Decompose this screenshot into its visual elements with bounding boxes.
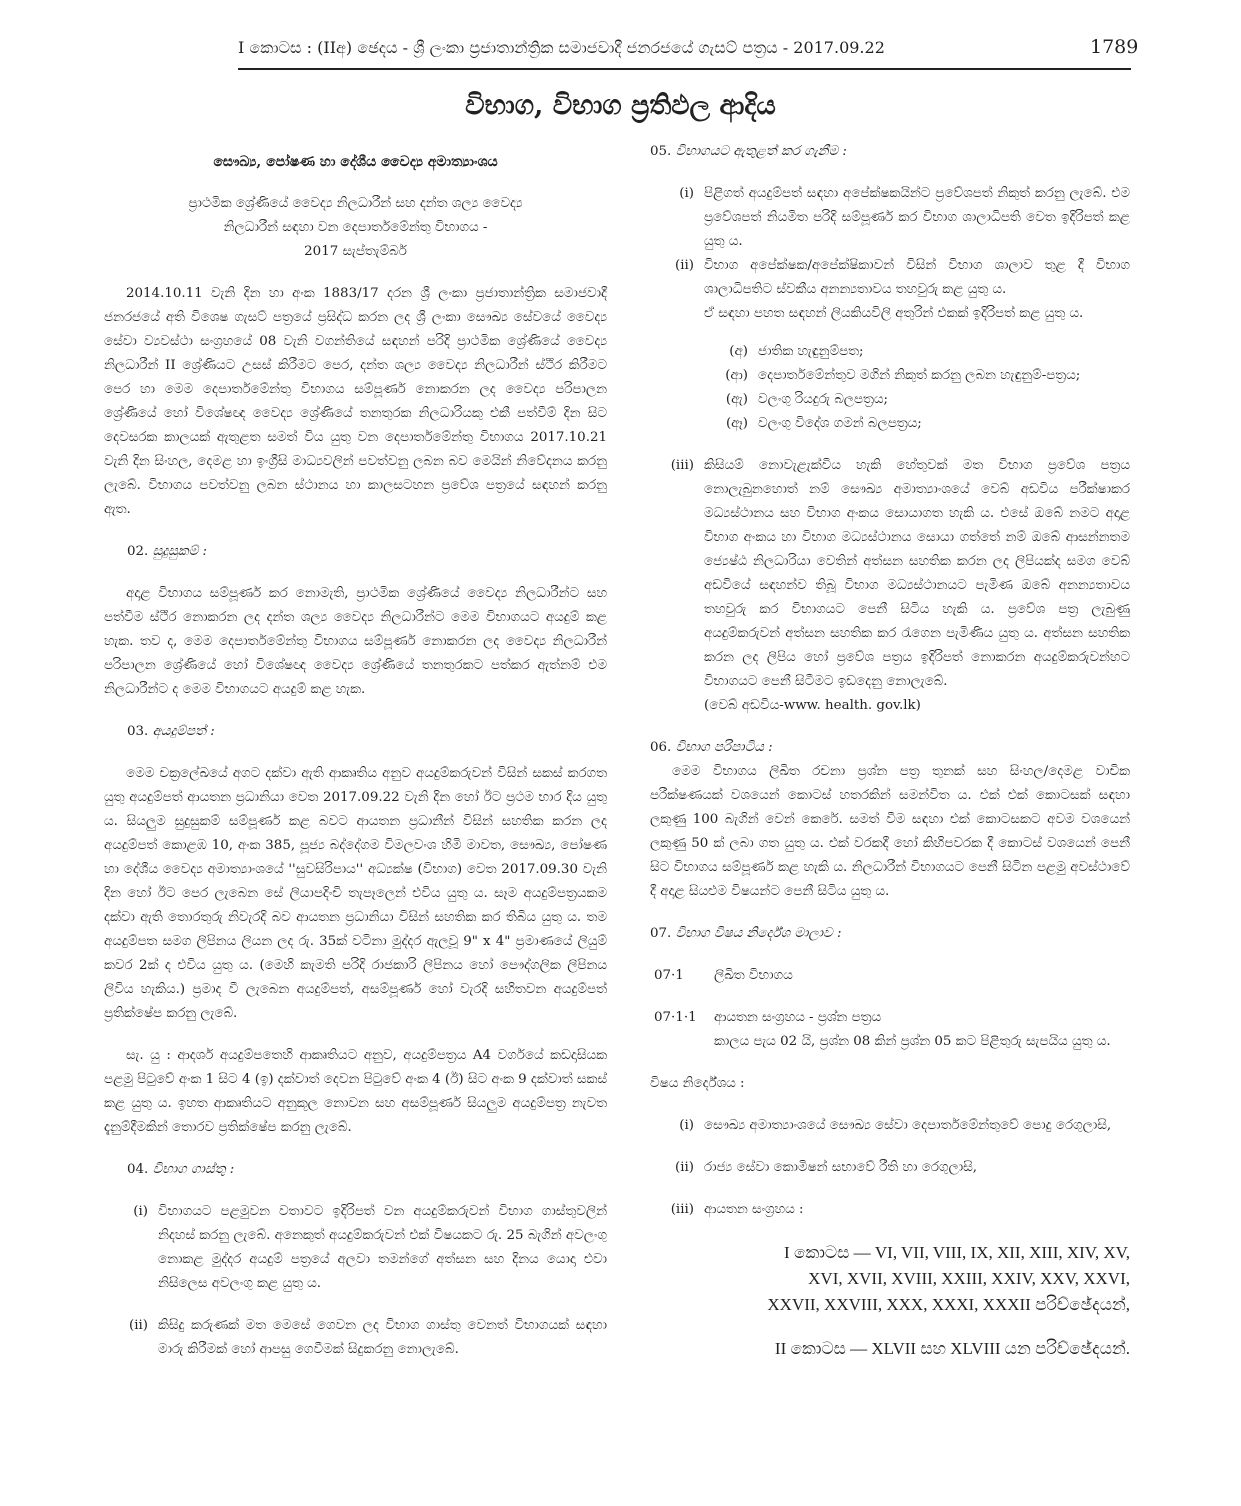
right-column — [650, 140, 1130, 1362]
section-02-heading — [127, 540, 607, 564]
item-letter: (ඈ) — [725, 416, 748, 431]
gazette-header: I කොටස : (IIඅ) ඡෙදය - ශ්‍රී ලංකා ප්‍රජාතාන්ත්‍රික සමාජවාදී ජනරජයේ ගැසට් පත්‍රය - 2017.09.22 — [238, 38, 885, 57]
section-05-heading — [650, 140, 1130, 164]
item-number: (iii) — [670, 1202, 694, 1217]
item-text: දෙපාර්තමේන්තුව මගින් නිකුත් කරනු ලබන හැඳුනුම්-පත්‍රය; — [758, 368, 1081, 383]
item-text: පිළිගත් අයදුම්පත් සඳහා අපේක්ෂකයින්ට ප්‍රවේශපත් නිකුත් කරනු ලැබේ. එම ප්‍රවේශපත් නියමිත පරිදි සම්පූර්ණ කර විභාග ශාලාධිපති වෙත ඉදිරිපත් කළ යුතු ය. — [704, 186, 1130, 249]
code-part-2-chapters: II කොටස — XLVII සහ XLVIII යන පරිච්ඡේදයන්. — [774, 1339, 1130, 1358]
section-number: 05. — [650, 144, 672, 159]
syllabus-item — [650, 1156, 1130, 1180]
section-title: විභාගයට ඇතුළත් කර ගැනීම : — [675, 144, 847, 159]
id-document-item — [708, 340, 1130, 364]
subsection-07-1-1 — [650, 1006, 1130, 1054]
subsection-number: 07·1 — [654, 968, 684, 983]
subsection-text: ආයතන සංග්‍රහය - ප්‍රශ්න පත්‍රය — [714, 1010, 882, 1025]
ministry-heading: සෞඛ්‍ය, පෝෂණ හා දේශීය වෛද්‍ය අමාත්‍යාංශය — [213, 154, 498, 170]
item-text: විභාගයට පළමුවන වතාවට ඉදිරිපත් වන අයදුම්කරුවන් විභාග ගාස්තුවලින් නිදහස් කරනු ලැබේ. අනෙකුත් අයදුම්කරුවන් එක් විෂයකට රු. 25 බැගින් අවලංගු නොකළ මුද්දර අයදුම් පත්‍රයේ අලවා තමන්ගේ අත්සන සහ දිනය යොදා එවා නිසිලෙස අවලංගු කළ යුතු ය. — [158, 1204, 607, 1291]
id-document-item — [708, 388, 1130, 412]
item-text: වලංගු රියදුරු බලපත්‍රය; — [758, 392, 889, 407]
fee-item — [104, 1200, 607, 1296]
item-text: කිසියම් නොවැළැක්විය හැකි හේතුවක් මත විභාග ප්‍රවේශ පත්‍රය නොලැබුනහොත් නම් සෞඛ්‍ය අමාත්‍යාංශයේ වෙබ් අඩවිය පරීක්ෂාකර මධ්‍යස්ථානය සහ විභාග අංකය සොයාගත හැකි ය. එසේ ඔබේ නමට අදාළ විභාග අංකය හා විභාග මධ්‍යස්ථානය සොයා ගත්තේ නම් ඔබේ ආසන්නතම ජ්‍යෙෂ්ඨ නිලධාරියා වෙතින් අත්සන සහතික කරන ලද ලිපියක්ද සමග වෙබ් අඩවියේ සඳහන්ව තිබූ විභාග මධ්‍යස්ථානයට පැමිණ ඔබේ අනන්‍යතාවය තහවුරු කර විභාගයට පෙනී සිටිය හැකි ය. ප්‍රවේශ පත්‍ර ලැබුණු අයදුම්කරුවන් අත්සන සහතික කර රැගෙන පැමිණිය යුතු ය. අත්සන සහතික කරන ලද ලිපිය හෝ ප්‍රවේශ පත්‍රය ඉදිරිපත් නොකරන අයදුම්කරුවන්හට විභාගයට පෙනී සිටීමට ඉඩදෙනු නොලැබේ. — [704, 458, 1130, 689]
exam-title-line-2: නිලධාරීන් සඳහා වන දෙපාර්තමේන්තු විභාගය - — [223, 220, 488, 235]
item-text: කිසිදු කරුණක් මත මෙසේ ගෙවන ලද විභාග ගාස්තු වෙනත් විභාගයක් සඳහා මාරු කිරීමක් හෝ ආපසු ගෙවීමක් සිදුකරනු නොලැබේ. — [158, 1318, 607, 1357]
section-06-heading — [650, 736, 1130, 760]
item-letter: (ආ) — [725, 368, 748, 383]
item-letter: (ඇ) — [725, 392, 748, 407]
id-document-item — [708, 412, 1130, 436]
admission-item — [650, 454, 1130, 718]
section-title: විභාග පරිපාටිය : — [675, 740, 773, 755]
id-document-item — [708, 364, 1130, 388]
exam-title-line-1: ප්‍රාථමික ශ්‍රේණියේ වෛද්‍ය නිලධාරීන් සහ දන්ත ශල්‍ය වෛද්‍ය — [188, 196, 523, 211]
section-number: 04. — [127, 1162, 149, 1177]
item-text: රාජ්‍ය සේවා කොමිෂන් සභාවේ රීති හා රෙගුලාසි, — [704, 1160, 978, 1175]
item-letter: (අ) — [729, 344, 748, 359]
subsection-07-1 — [650, 964, 1130, 988]
section-03-heading — [127, 720, 607, 744]
subsection-detail: කාලය පැය 02 යි, ප්‍රශ්න 08 කින් ප්‍රශ්න 05 කට පිළිතුරු සැපයිය යුතු ය. — [714, 1034, 1111, 1049]
section-title: විභාග විෂය නිර්දේශ මාලාව : — [675, 926, 842, 941]
section-03-body: මෙම චක්‍රලේඛයේ අගට දක්වා ඇති ආකෘතිය අනුව අයදුම්කරුවන් විසින් සකස් කරගත යුතු අයදුම්පත් ආයතන ප්‍රධානියා වෙත 2017.09.22 වැනි දින හෝ ඊට ප්‍රථම භාර දිය යුතු ය. සියලුම සුදුසුකම් සම්පූර්ණ කළ බවට ආයතන ප්‍රධානීන් විසින් සහතික කරන ලද අයදුම්පත් කොළඹ 10, අංක 385, පූජ්‍ය බද්දේගම විමලවංශ හිමි මාවත, සෞඛ්‍ය, පෝෂණ හා දේශීය වෛද්‍ය අමාත්‍යාංශයේ ''සුවසිරිපාය'' අධ්‍යක්ෂ (විභාග) වෙත 2017.09.30 වැනි දින හෝ ඊට පෙර ලැබෙන සේ ලියාපදිංචි තැපෑලෙන් එවිය යුතු ය. සෑම අයදුම්පත්‍රයකම දක්වා ඇති තොරතුරු නිවැරදි බව ආයතන ප්‍රධානියා විසින් සහතික කර තිබිය යුතු ය. තම අයදුම්පත සමග ලිපිනය ලියන ලද රු. 35ක් වටිනා මුද්දර ඇලවූ 9" x 4" ප්‍රමාණයේ ලියුම් කවර 2ක් ද එවිය යුතු ය. (මෙහි කැමති පරිදි රාජකාරි ලිපිනය හෝ පෞද්ගලික ලිපිනය ලිවිය හැකිය.) ප්‍රමාද වී ලැබෙන අයදුම්පත්, අසම්පූර්ණ හෝ වැරදි සහිතවන අයදුම්පත් ප්‍රතික්ෂේප කරනු ලැබේ. — [104, 766, 607, 1021]
section-number: 06. — [650, 740, 672, 755]
admission-item — [650, 254, 1130, 326]
item-text: ජාතික හැඳුනුම්පත; — [758, 344, 864, 359]
section-number: 07. — [650, 926, 672, 941]
item-number: (ii) — [674, 1160, 694, 1175]
section-title: විභාග, විභාග ප්‍රතිඵල ආදිය — [465, 90, 776, 121]
item-text: වලංගු විදේශ ගමන් බලපත්‍රය; — [758, 416, 922, 431]
syllabus-item — [650, 1114, 1130, 1138]
code-part-1-chapters: I කොටස — VI, VII, VIII, IX, XII, XIII, XIV, XV, XVI, XVII, XVIII, XXIII, XXIV, XXV, XXVI, XXVII, XXVIII, XXX, XXXI, XXXII පරිච්ඡේදයන්, — [767, 1243, 1130, 1314]
note-paragraph: සැ. යු : ආදර්ශ අයදුම්පතෙහි ආකෘතියට අනුව, අයදුම්පත්‍රය A4 වර්ගයේ කඩදාසියක පළමු පිටුවේ අංක 1 සිට 4 (ඉ) දක්වාත් දෙවන පිටුවේ අංක 4 (ඊ) සිට අංක 9 දක්වාත් සකස් කළ යුතු ය. ඉහත ආකෘතියට අනුකූල නොවන සහ අසම්පූර්ණ සියලුම අයදුම්පත්‍ර නැවත දැනුම්දීමකින් තොරව ප්‍රතික්ෂේප කරනු ලැබේ. — [104, 1048, 607, 1135]
section-02-body: අදාළ විභාගය සම්පූර්ණ කර නොමැති, ප්‍රාථමික ශ්‍රේණියේ වෛද්‍ය නිලධාරීන්ට සහ පත්වීම ස්ථිර නොකරන ලද දන්ත ශල්‍ය වෛද්‍ය නිලධාරීන්ට මෙම විභාගයට අයදුම් කළ හැක. තව ද, මෙම දෙපාර්තමේන්තු විභාගය සම්පූර්ණ නොකරන ලද වෛද්‍ය නිලධාරීන් පරිපාලන ශ්‍රේණියේ හෝ විශේෂඥ වෛද්‍ය ශ්‍රේණියේ තනතුරකට පත්කර ඇත්නම් එම නිලධාරීන්ට ද මෙම විභාගයට අයදුම් කළ හැක. — [104, 586, 607, 697]
section-number: 03. — [127, 724, 149, 739]
website-note: (වෙබ් අඩවිය-www. health. gov.lk) — [704, 698, 921, 713]
intro-paragraph: 2014.10.11 වැනි දින හා අංක 1883/17 දරන ශ්‍රී ලංකා ප්‍රජාතාන්ත්‍රික සමාජවාදී ජනරජයේ අති විශෙෂ ගැසට් පත්‍රයේ ප්‍රසිද්ධ කරන ලද ශ්‍රී ලංකා සෞඛ්‍ය සේවයේ වෛද්‍ය සේවා ව්‍යවස්ථා සංග්‍රහයේ 08 වැනි වගන්තියේ සඳහන් පරිදි ප්‍රාථමික ශ්‍රේණියේ වෛද්‍ය නිලධාරීන් II ශ්‍රේණියට උසස් කිරීමට පෙර, දන්ත ශල්‍ය වෛද්‍ය නිලධාරීන් ස්ථිර කිරීමට පෙර හා මෙම දෙපාර්තමේන්තු විභාගය සම්පූර්ණ නොකරන ලද වෛද්‍ය පරිපාලන ශ්‍රේණියේ හෝ විශේෂඥ වෛද්‍ය ශ්‍රේණියේ තනතුරක නිලධාරියකු එකී පත්වීම් දින සිට දෙවසරක කාලයක් ඇතුළත සමත් විය යුතු වන දෙපාර්තමේන්තු විභාගය 2017.10.21 වැනි දින සිංහල, දෙමළ හා ඉංග්‍රීසි මාධ්‍යවලින් පවත්වනු ලබන බව මෙයින් නිවේදනය කරනු ලැබේ. විභාගය පවත්වනු ලබන ස්ථානය හා කාලසටහන ප්‍රවේශ පත්‍රයේ සඳහන් කරනු ඇත. — [104, 286, 607, 517]
section-number: 02. — [127, 544, 149, 559]
section-title: සුදුසුකම් : — [152, 544, 208, 559]
item-text: විභාග අපේක්ෂක/අපේක්ෂිකාවන් විසින් විභාග ශාලාව තුළ දී විභාග ශාලාධිපතිට ස්වකීය අනන්‍යතාවය තහවුරු කළ යුතු ය. — [704, 258, 1130, 297]
fee-item — [104, 1314, 607, 1362]
section-title: අයදුම්පත් : — [152, 724, 215, 739]
page-number: 1789 — [1090, 36, 1139, 58]
item-number: (ii) — [128, 1318, 148, 1333]
section-07-heading — [650, 922, 1130, 946]
subsection-number: 07·1·1 — [654, 1010, 697, 1025]
left-column — [104, 150, 607, 1362]
item-number: (iii) — [670, 458, 694, 473]
item-number: (i) — [679, 1118, 694, 1133]
section-06-body: මෙම විභාගය ලිඛිත රචනා ප්‍රශ්න පත්‍ර තුනක් සහ සිංහල/දෙමළ වාචික පරීක්ෂණයක් වශයෙන් කොටස් හතරකින් සමන්විත ය. එක් එක් කොටසක් සඳහා ලකුණු 100 බැගින් වෙන් කෙරේ. සමත් වීම සඳහා එක් කොටසකට අවම වශයෙන් ලකුණු 50 ක් ලබා ගත යුතු ය. එක් වරකදී හෝ කිහිපවරක දී කොටස් වශයෙන් පෙනී සිට විභාගය සම්පූර්ණ කළ හැකි ය. නිලධාරීන් විභාගයට පෙනී සිටින පළමු අවස්ථාවේ දී අදාළ සියළුම විෂයන්ට පෙනී සිටිය යුතු ය. — [650, 764, 1130, 899]
id-documents-list — [650, 340, 1130, 436]
item-number: (i) — [679, 186, 694, 201]
item-text: ආයතන සංග්‍රහය : — [704, 1202, 804, 1217]
item-text: සෞඛ්‍ය අමාත්‍යාංශයේ සෞඛ්‍ය සේවා දෙපාර්තමේන්තුවේ පොදු රෙගුලාසි, — [704, 1118, 1112, 1133]
subsection-text: ලිඛිත විභාගය — [714, 968, 793, 983]
syllabus-item — [650, 1198, 1130, 1222]
header-rule — [238, 68, 1131, 70]
section-04-heading — [127, 1158, 607, 1182]
syllabus-heading: විෂය නිර්දේශය : — [650, 1076, 745, 1091]
item-number: (i) — [133, 1204, 148, 1219]
admission-item — [650, 182, 1130, 254]
item-text-continued: ඒ සඳහා පහත සඳහන් ලියකියවිලි අතුරින් එකක් ඉදිරිපත් කළ යුතු ය. — [704, 306, 1084, 321]
exam-title-line-3: 2017 සැප්තැම්බර් — [304, 244, 407, 259]
section-title: විභාග ගාස්තු : — [152, 1162, 235, 1177]
item-number: (ii) — [674, 258, 694, 273]
